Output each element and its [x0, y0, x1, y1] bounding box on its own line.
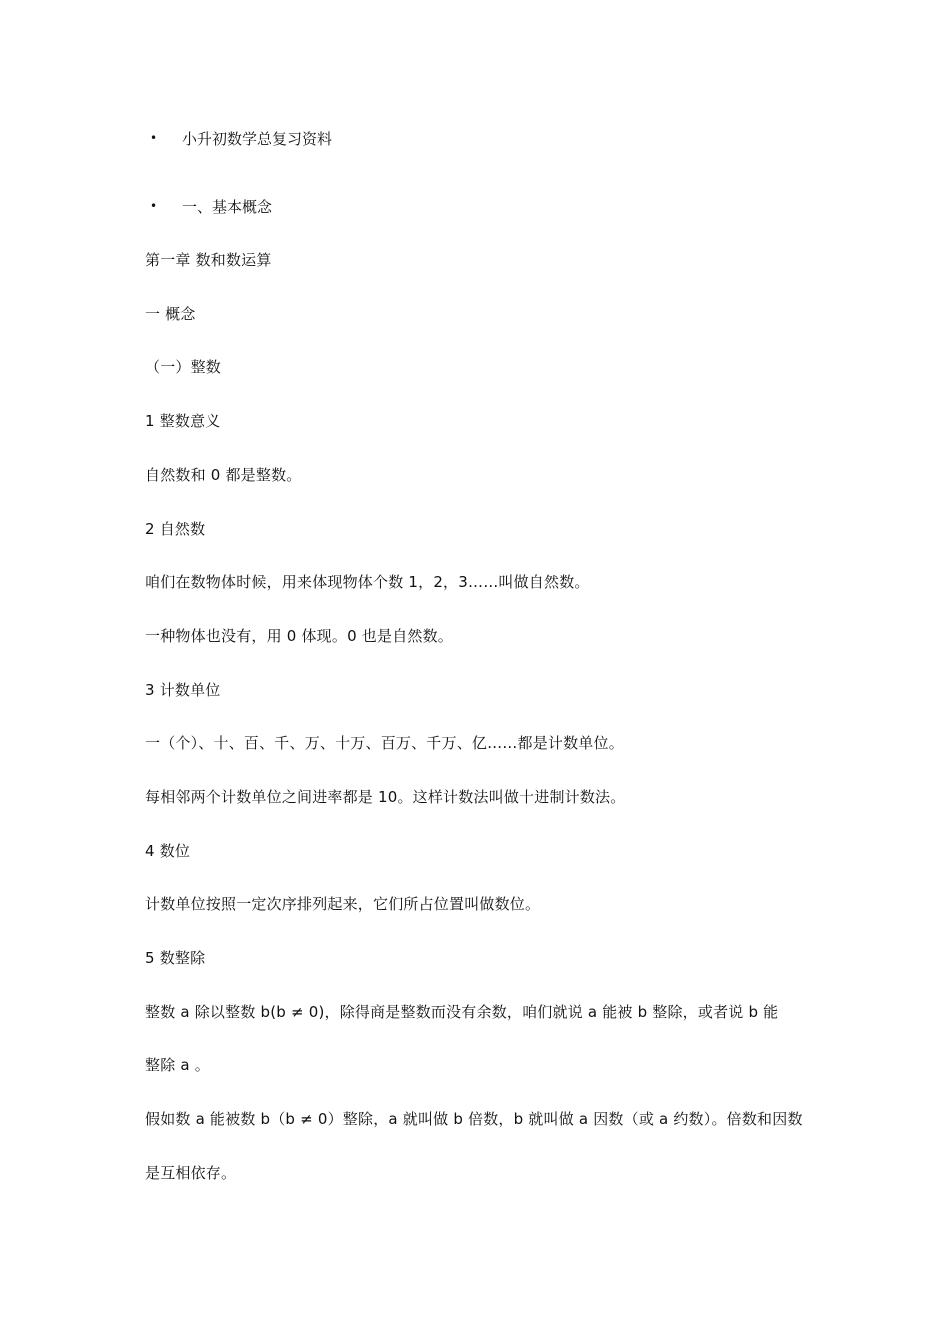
- paragraph: 每相邻两个计数单位之间进率都是 10。这样计数法叫做十进制计数法。: [145, 788, 626, 806]
- chapter-heading: 第一章 数和数运算: [145, 251, 272, 269]
- item-heading: 4 数位: [145, 842, 191, 860]
- item-heading: 1 整数意义: [145, 412, 221, 430]
- item-heading: 3 计数单位: [145, 681, 221, 699]
- subsection-heading: （一）整数: [145, 358, 222, 376]
- paragraph-continuation: 整除 a 。: [145, 1056, 210, 1074]
- paragraph: 假如数 a 能被数 b（b ≠ 0）整除，a 就叫做 b 倍数，b 就叫做 a 因数（或 a 约数）。倍数和因数: [145, 1110, 803, 1128]
- document-title: 小升初数学总复习资料: [182, 130, 333, 148]
- bullet-icon: •: [150, 131, 158, 145]
- paragraph: 一（个）、十、百、千、万、十万、百万、千万、亿……都是计数单位。: [145, 734, 624, 752]
- bullet-item-section: [150, 196, 272, 217]
- subsection-heading: 一 概念: [145, 305, 196, 323]
- section-heading: 一、基本概念: [182, 198, 273, 216]
- item-heading: 2 自然数: [145, 520, 206, 538]
- paragraph: 一种物体也没有，用 0 体现。0 也是自然数。: [145, 627, 453, 645]
- paragraph: 整数 a 除以整数 b(b ≠ 0)，除得商是整数而没有余数，咱们就说 a 能被 b 整除，或者说 b 能: [145, 1003, 779, 1021]
- bullet-item-title: [150, 128, 332, 149]
- paragraph: 计数单位按照一定次序排列起来，它们所占位置叫做数位。: [145, 895, 541, 913]
- paragraph-continuation: 是互相依存。: [145, 1164, 237, 1182]
- item-heading: 5 数整除: [145, 949, 206, 967]
- paragraph: 自然数和 0 都是整数。: [145, 466, 302, 484]
- bullet-icon: •: [150, 199, 158, 213]
- paragraph: 咱们在数物体时候，用来体现物体个数 1，2，3……叫做自然数。: [145, 573, 590, 591]
